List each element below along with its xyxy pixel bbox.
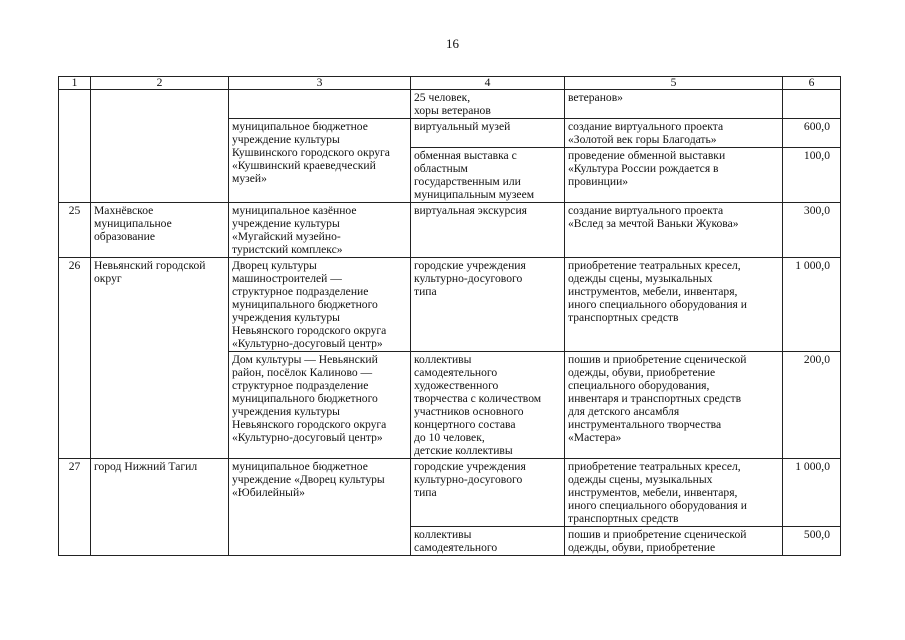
cell-description: ветеранов» xyxy=(565,90,783,119)
cell-municipality: город Нижний Тагил xyxy=(91,459,229,556)
table-row xyxy=(59,90,841,119)
cell-description: проведение обменной выставки «Культура России рождается в провинции» xyxy=(565,148,783,203)
cell-description: создание виртуального проекта «Вслед за мечтой Ваньки Жукова» xyxy=(565,203,783,258)
cell-municipality xyxy=(91,90,229,203)
cell-amount: 200,0 xyxy=(783,352,841,459)
cell-amount: 1 000,0 xyxy=(783,258,841,352)
cell-form: коллективы самодеятельного xyxy=(411,527,565,556)
cell-institution: муниципальное казённое учреждение культуры «Мугайский музейно- туристский комплекс» xyxy=(229,203,411,258)
cell-institution: Дворец культуры машиностроителей — структурное подразделение муниципального бюджетного учреждения культуры Невьянского городского округа «Культурно-досуговый центр» xyxy=(229,258,411,352)
cell-municipality: Невьянский городской округ xyxy=(91,258,229,459)
header-col-6: 6 xyxy=(783,77,841,90)
header-row xyxy=(59,77,841,90)
cell-number: 25 xyxy=(59,203,91,258)
cell-municipality: Махнёвское муниципальное образование xyxy=(91,203,229,258)
header-col-5: 5 xyxy=(565,77,783,90)
cell-institution xyxy=(229,90,411,119)
cell-form: виртуальная экскурсия xyxy=(411,203,565,258)
cell-amount: 1 000,0 xyxy=(783,459,841,527)
cell-description: пошив и приобретение сценической одежды, обуви, приобретение специального оборудования, инвентаря и транспортных средств для детского ансамбля инструментального творчества «Мастера» xyxy=(565,352,783,459)
cell-form: 25 человек, хоры ветеранов xyxy=(411,90,565,119)
table-row xyxy=(59,459,841,527)
cell-number xyxy=(59,90,91,203)
table-row xyxy=(59,258,841,352)
table-row xyxy=(59,203,841,258)
header-col-4: 4 xyxy=(411,77,565,90)
cell-amount: 600,0 xyxy=(783,119,841,148)
cell-description: приобретение театральных кресел, одежды сцены, музыкальных инструментов, мебели, инвентаря, иного специального оборудования и транспортных средств xyxy=(565,258,783,352)
header-col-1: 1 xyxy=(59,77,91,90)
cell-amount: 500,0 xyxy=(783,527,841,556)
cell-institution: Дом культуры — Невьянский район, посёлок Калиново — структурное подразделение муниципального бюджетного учреждения культуры Невьянского городского округа «Культурно-досуговый центр» xyxy=(229,352,411,459)
header-col-3: 3 xyxy=(229,77,411,90)
cell-description: пошив и приобретение сценической одежды, обуви, приобретение xyxy=(565,527,783,556)
cell-number: 26 xyxy=(59,258,91,459)
cell-form: городские учреждения культурно-досугового типа xyxy=(411,258,565,352)
grant-table xyxy=(58,76,841,556)
cell-amount: 100,0 xyxy=(783,148,841,203)
cell-number: 27 xyxy=(59,459,91,556)
cell-form: городские учреждения культурно-досугового типа xyxy=(411,459,565,527)
header-col-2: 2 xyxy=(91,77,229,90)
cell-form: виртуальный музей xyxy=(411,119,565,148)
cell-amount xyxy=(783,90,841,119)
cell-description: создание виртуального проекта «Золотой век горы Благодать» xyxy=(565,119,783,148)
cell-form: коллективы самодеятельного художественного творчества с количеством участников основного концертного состава до 10 человек, детские коллективы xyxy=(411,352,565,459)
cell-amount: 300,0 xyxy=(783,203,841,258)
cell-institution: муниципальное бюджетное учреждение «Дворец культуры «Юбилейный» xyxy=(229,459,411,556)
cell-institution: муниципальное бюджетное учреждение культуры Кушвинского городского округа «Кушвинский краеведческий музей» xyxy=(229,119,411,203)
page-number: 16 xyxy=(446,36,459,51)
cell-form: обменная выставка с областным государственным или муниципальным музеем xyxy=(411,148,565,203)
cell-description: приобретение театральных кресел, одежды сцены, музыкальных инструментов, мебели, инвентаря, иного специального оборудования и транспортных средств xyxy=(565,459,783,527)
